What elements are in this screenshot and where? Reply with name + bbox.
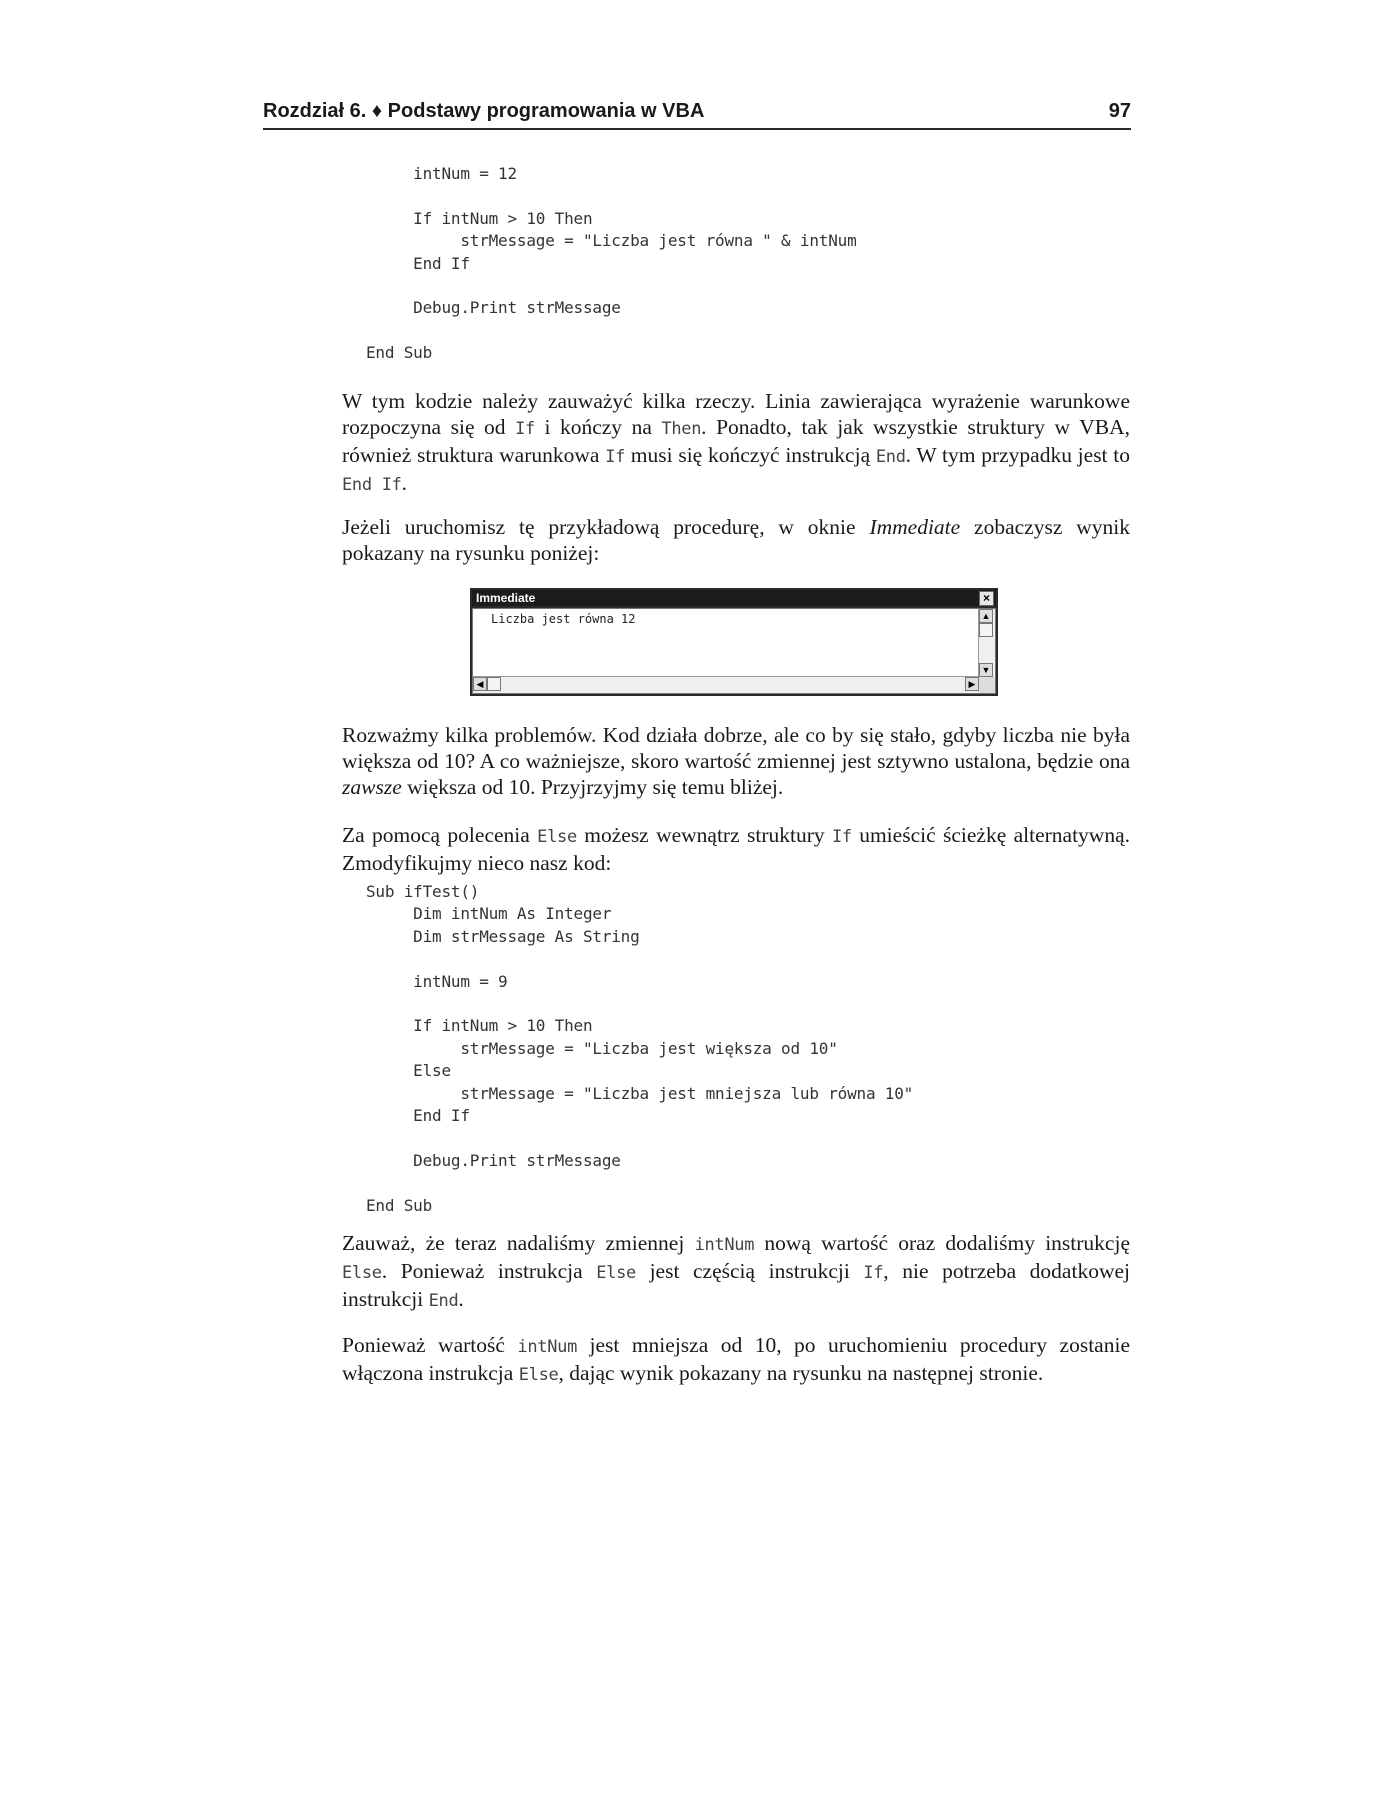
immediate-output-text: Liczba jest równa 12: [491, 612, 636, 626]
code-line: Sub ifTest(): [366, 882, 480, 901]
code-line: intNum = 12: [366, 164, 517, 183]
scroll-left-icon[interactable]: ◀: [473, 677, 487, 691]
chapter-title: Rozdział 6. ♦ Podstawy programowania w VBA: [263, 100, 705, 122]
code-line: Debug.Print strMessage: [366, 298, 621, 318]
code-line: Else: [366, 1061, 451, 1081]
code-line: End If: [366, 253, 470, 273]
scroll-right-icon[interactable]: ▶: [965, 677, 979, 691]
immediate-window-figure: [470, 588, 998, 696]
code-line: End If: [366, 1106, 470, 1126]
emphasis: Immediate: [869, 515, 961, 539]
page-number: 97: [1108, 100, 1131, 122]
scrollbar-corner: [979, 677, 995, 693]
inline-code: intNum: [517, 1337, 578, 1357]
code-listing-bottom: [366, 881, 913, 1217]
horizontal-scrollbar[interactable]: [473, 676, 979, 693]
code-listing-top: [366, 163, 857, 365]
inline-code: End: [428, 1291, 459, 1311]
inline-code: End If: [342, 475, 402, 495]
paragraph-1: W tym kodzie należy zauważyć kilka rzeczy. Linia zawierająca wyrażenie warunkowe rozpoczyna się od If i kończy na Then. Ponadto, tak jak wszystkie struktury w VBA, również struktura warunkowa If musi się kończyć instrukcją End. W tym przypadku jest to End If.: [342, 389, 1130, 495]
code-line: [366, 275, 857, 297]
code-line: If intNum > 10 Then: [366, 1016, 593, 1036]
scroll-thumb[interactable]: [487, 677, 501, 691]
code-line: intNum = 9: [366, 971, 508, 991]
paragraph-3: Rozważmy kilka problemów. Kod działa dobrze, ale co by się stało, gdyby liczba nie była większa od 10? A co ważniejsze, skoro wartość zmiennej jest sztywno ustalona, będzie ona zawsze większa od 10. Przyjrzyjmy się temu bliżej.: [342, 723, 1130, 799]
code-line: [366, 185, 857, 207]
code-line: [366, 320, 857, 342]
emphasis: zawsze: [342, 775, 402, 799]
paragraph-5: Zauważ, że teraz nadaliśmy zmiennej intNum nową wartość oraz dodaliśmy instrukcję Else. Ponieważ instrukcja Else jest częścią instrukcji If, nie potrzeba dodatkowej instrukcji End.: [342, 1231, 1130, 1311]
paragraph-4: Za pomocą polecenia Else możesz wewnątrz struktury If umieścić ścieżkę alternatywną. Zmodyfikujmy nieco nasz kod:: [342, 823, 1130, 875]
inline-code: If: [863, 1263, 884, 1283]
inline-code: intNum: [694, 1235, 755, 1255]
immediate-output-area[interactable]: [472, 608, 996, 694]
code-line: [366, 1127, 913, 1149]
immediate-title: Immediate: [476, 591, 536, 605]
inline-code: If: [605, 447, 626, 467]
code-line: [366, 993, 913, 1015]
close-icon[interactable]: ×: [979, 591, 994, 606]
scroll-thumb[interactable]: [979, 623, 993, 637]
inline-code: If: [515, 419, 535, 439]
code-line: End Sub: [366, 1195, 433, 1215]
code-line: Debug.Print strMessage: [366, 1150, 621, 1170]
inline-code: Else: [596, 1263, 636, 1283]
code-line: If intNum > 10 Then: [366, 208, 593, 228]
vertical-scrollbar[interactable]: [978, 609, 995, 677]
code-line: strMessage = "Liczba jest większa od 10": [366, 1038, 838, 1058]
inline-code: If: [831, 827, 852, 847]
inline-code: End: [875, 447, 906, 467]
scroll-up-icon[interactable]: ▲: [979, 609, 993, 623]
code-line: strMessage = "Liczba jest mniejsza lub równa 10": [366, 1083, 914, 1103]
running-header: [263, 98, 1131, 130]
paragraph-6: Ponieważ wartość intNum jest mniejsza od 10, po uruchomieniu procedury zostanie włączona instrukcja Else, dając wynik pokazany na rysunku na następnej stronie.: [342, 1333, 1130, 1385]
scroll-down-icon[interactable]: ▼: [979, 663, 993, 677]
code-line: strMessage = "Liczba jest równa " & intNum: [366, 231, 857, 251]
code-line: Dim intNum As Integer: [366, 904, 612, 924]
inline-code: Else: [537, 827, 577, 847]
code-line: Dim strMessage As String: [366, 926, 640, 946]
inline-code: Else: [342, 1263, 382, 1283]
code-line: End Sub: [366, 343, 433, 363]
paragraph-2: Jeżeli uruchomisz tę przykładową procedurę, w oknie Immediate zobaczysz wynik pokazany na rysunku poniżej:: [342, 515, 1130, 565]
inline-code: Else: [518, 1365, 559, 1385]
inline-code: Then: [661, 419, 702, 439]
code-line: [366, 948, 913, 970]
immediate-title-bar: [472, 590, 996, 606]
code-line: [366, 1172, 913, 1194]
